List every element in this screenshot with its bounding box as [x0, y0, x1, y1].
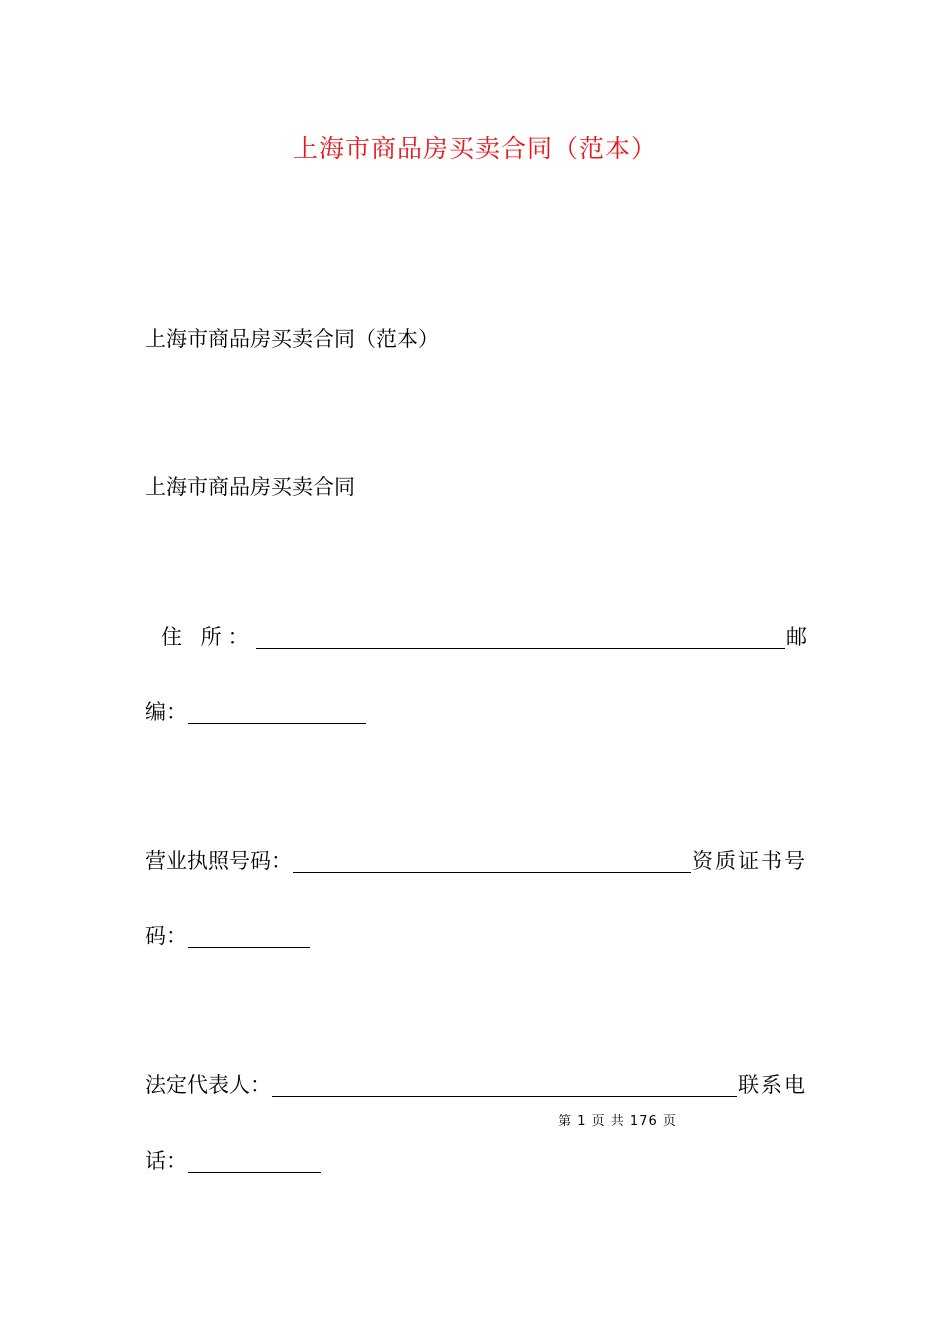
license-blank — [293, 850, 691, 873]
postcode-label-start: 邮 — [786, 625, 807, 649]
document-title: 上海市商品房买卖合同（范本） — [292, 134, 657, 163]
document-subtitle: 上海市商品房买卖合同（范本） — [145, 327, 439, 351]
license-row — [145, 846, 807, 876]
cert-row — [145, 921, 311, 951]
phone-blank — [188, 1150, 321, 1173]
postcode-label-end: 编： — [145, 700, 187, 724]
cert-label-start: 资质证书号 — [692, 849, 807, 873]
postcode-row — [145, 697, 367, 727]
phone-label-end: 话： — [145, 1149, 187, 1173]
representative-label: 法定代表人： — [145, 1073, 271, 1097]
address-label: 住 所： — [161, 625, 255, 649]
license-label: 营业执照号码： — [145, 849, 292, 873]
address-blank — [256, 626, 785, 649]
address-row — [145, 622, 807, 652]
postcode-blank — [188, 701, 366, 724]
contract-heading: 上海市商品房买卖合同 — [145, 475, 355, 499]
page-footer: 第 1 页 共 176 页 — [558, 1114, 677, 1129]
phone-label-start: 联系电 — [738, 1073, 807, 1097]
representative-blank — [272, 1074, 737, 1097]
representative-row — [145, 1070, 807, 1100]
phone-row — [145, 1146, 322, 1176]
cert-label-end: 码： — [145, 924, 187, 948]
cert-blank — [188, 925, 310, 948]
